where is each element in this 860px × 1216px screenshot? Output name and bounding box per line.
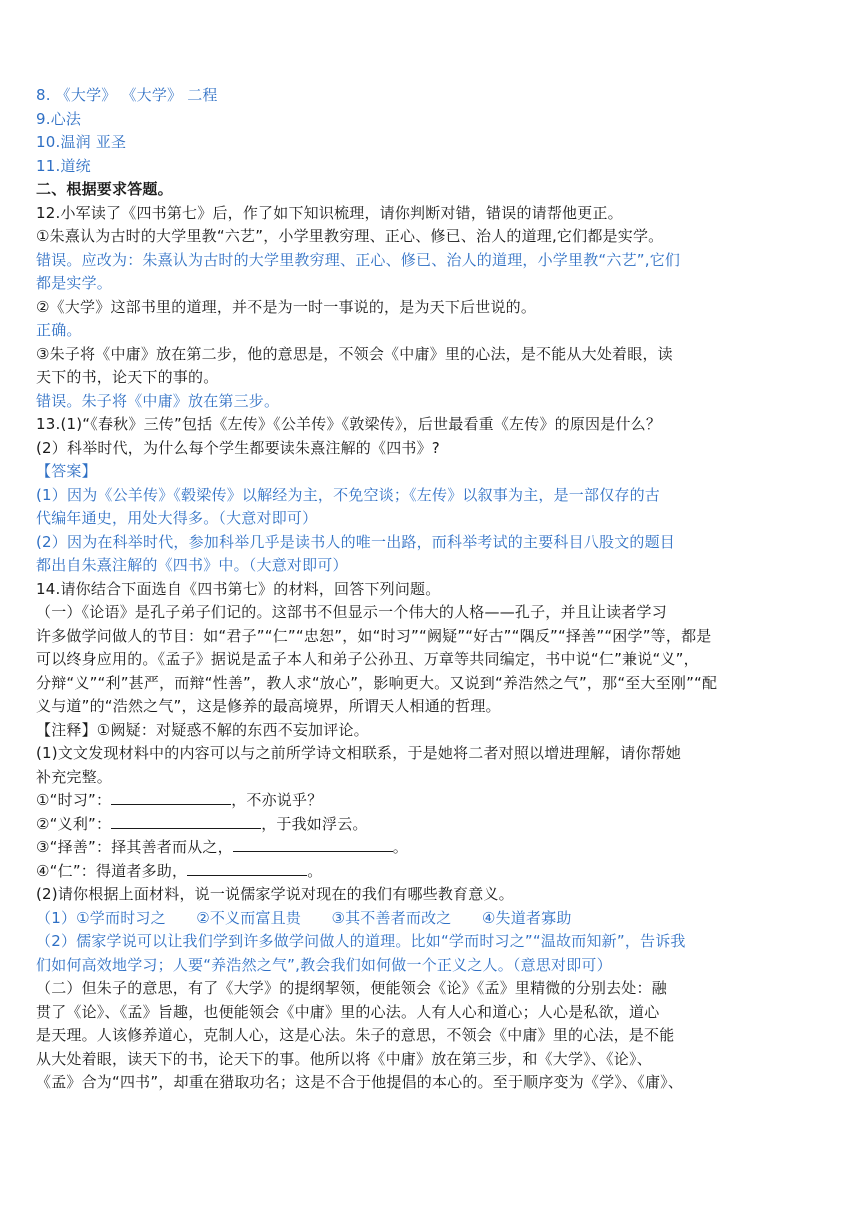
q14-answer-1: （1）①学而时习之 ②不义而富且贵 ③其不善者而改之 ④失道者寡助	[36, 908, 572, 927]
q14-answer-2-line-2: 们如何高效地学习；人要“养浩然之气”,教会我们如何做一个正义之人。（意思对即可）	[36, 955, 612, 974]
fill-blank-1-suffix: ，不亦说乎？	[231, 791, 323, 809]
q12-stem: 12.小军读了《四书第七》后，作了如下知识梳理，请你判断对错，错误的请帮他更正。	[36, 203, 623, 222]
q12-item-2: ②《大学》这部书里的道理，并不是为一时一事说的，是为天下后世说的。	[36, 297, 537, 316]
blank-line-3[interactable]	[233, 836, 393, 852]
q12-item-3-line-1: ③朱子将《中庸》放在第二步，他的意思是，不领会《中庸》里的心法，是不能从大处着眼，读	[36, 344, 673, 363]
q14-answer-2-line-1: （2）儒家学说可以让我们学到许多做学问做人的道理。比如“学而时习之”“温故而知新”，告诉我	[36, 932, 686, 950]
fill-blank-4	[36, 860, 826, 884]
q14-passage-1-line-2: 许多做学问做人的节目：如“君子”“仁”“忠恕”，如“时习”“阙疑”“好古”“隅反”“择善”“困学”等，都是	[36, 626, 712, 645]
document-body	[36, 84, 826, 1095]
answer-label: 【答案】	[36, 462, 97, 480]
section-2-heading: 二、根据要求答题。	[36, 180, 173, 198]
fill-blank-3-prefix: ③“择善”：择其善者而从之，	[36, 838, 233, 856]
q14-passage-2-line-3: 是天理。人该修养道心，克制人心，这是心法。朱子的意思，不领会《中庸》里的心法，是不能	[36, 1026, 675, 1044]
fill-blank-4-suffix: 。	[307, 861, 323, 880]
q14-note: 【注释】①阙疑：对疑惑不解的东西不妄加评论。	[36, 720, 369, 739]
fill-blank-3-suffix: 。	[392, 838, 408, 856]
blank-line-1[interactable]	[111, 789, 231, 805]
q13-part-2: (2）科举时代，为什么每个学生都要读朱熹注解的《四书》?	[36, 438, 440, 457]
q13-answer-1-line-1: (1）因为《公羊传》《毂梁传》以解经为主，不免空谈；《左传》以叙事为主，是一部仅存的古	[36, 485, 660, 504]
answer-9: 9.心法	[36, 109, 82, 128]
q14-sub-2: (2)请你根据上面材料，说一说儒家学说对现在的我们有哪些教育意义。	[36, 885, 514, 903]
q12-answer-1-line-1: 错误。应改为：朱熹认为古时的大学里教穷理、正心、修已、治人的道理，小学里教“六艺”,它们	[36, 250, 681, 269]
q14-passage-2-line-2: 贯了《论》、《孟》旨趣，也便能领会《中庸》里的心法。人有人心和道心；人心是私欲，道心	[36, 1002, 660, 1021]
answer-10: 10.温润 亚圣	[36, 133, 127, 151]
fill-blank-4-prefix: ④“仁”：得道者多助，	[36, 861, 188, 880]
answer-11: 11.道统	[36, 156, 91, 175]
fill-blank-1	[36, 789, 826, 813]
fill-blank-3	[36, 836, 826, 860]
q14-stem: 14.请你结合下面选自《四书第七》的材料，回答下列问题。	[36, 579, 441, 598]
q14-passage-2-line-1: （二）但朱子的意思，有了《大学》的提纲挈领，便能领会《论》《孟》里精微的分别去处：融	[36, 979, 667, 997]
fill-blank-2-prefix: ②“义利”：	[36, 814, 112, 833]
fill-blank-1-prefix: ①“时习”：	[36, 791, 112, 809]
q14-passage-1-line-1: （一）《论语》是孔子弟子们记的。这部书不但显示一个伟大的人格——孔子，并且让读者学习	[36, 603, 667, 621]
q12-item-3-line-2: 天下的书，论天下的事的。	[36, 368, 219, 386]
q12-answer-1-line-2: 都是实学。	[36, 274, 113, 292]
q13-answer-2-line-1: (2）因为在科举时代，参加科举几乎是读书人的唯一出路，而科举考试的主要科目八股文的题目	[36, 532, 675, 551]
q13-answer-2-line-2: 都出自朱熹注解的《四书》中。（大意对即可）	[36, 556, 348, 574]
q14-passage-1-line-5: 义与道”的“浩然之气”，这是修养的最高境界，所谓天人相通的哲理。	[36, 697, 501, 715]
q14-sub-1-line-2: 补充完整。	[36, 767, 113, 786]
fill-blank-2	[36, 813, 826, 837]
q12-item-1: ①朱熹认为古时的大学里教“六艺”，小学里教穷理、正心、修已、治人的道理,它们都是实学。	[36, 227, 664, 245]
q14-passage-2-line-5: 《孟》合为“四书”，却重在猎取功名；这是不合于他提倡的本心的。至于顺序变为《学》、《庸》、	[36, 1073, 684, 1091]
answer-8: 8. 《大学》 《大学》 二程	[36, 86, 218, 104]
q14-sub-1-line-1: (1)文文发现材料中的内容可以与之前所学诗文相联系，于是她将二者对照以增进理解，请你帮她	[36, 744, 682, 762]
blank-line-2[interactable]	[111, 813, 261, 829]
q14-passage-2-line-4: 从大处着眼，读天下的书，论天下的事。他所以将《中庸》放在第三步，和《大学》、《论》、	[36, 1049, 652, 1068]
q13-answer-1-line-2: 代编年通史，用处大得多。（大意对即可）	[36, 509, 318, 527]
q13-part-1: 13.(1)“《春秋》三传”包括《左传》《公羊传》《敦梁传》，后世最看重《左传》的原因是什么？	[36, 415, 662, 433]
q12-answer-2: 正确。	[36, 321, 82, 339]
q14-passage-1-line-3: 可以终身应用的。《孟子》据说是孟子本人和弟子公孙丑、万章等共同编定，书中说“仁”兼说“义”，	[36, 650, 699, 668]
fill-blank-2-suffix: ，于我如浮云。	[261, 814, 368, 833]
blank-line-4[interactable]	[187, 860, 307, 876]
q14-passage-1-line-4: 分辩“义”“利”甚严，而辩“性善”，教人求“放心”，影响更大。又说到“养浩然之气”，那“至大至刚”“配	[36, 673, 718, 692]
q12-answer-3: 错误。朱子将《中庸》放在第三步。	[36, 391, 280, 410]
